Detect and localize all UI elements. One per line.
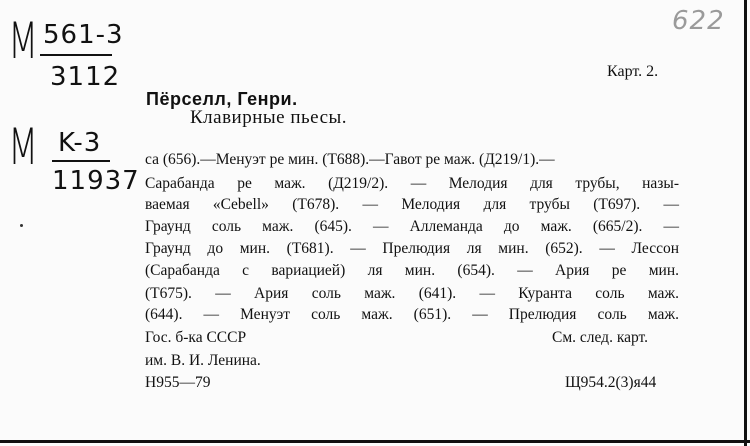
shelf-number-top: 561-3 <box>43 20 124 50</box>
pencil-mark: 622 <box>672 6 725 36</box>
shelf-letter-bottom: M <box>8 118 39 176</box>
shelf-letter-top: M <box>8 12 39 70</box>
shelf-sub-bottom: 11937 <box>52 166 140 196</box>
shelf-underline-bottom <box>52 160 110 162</box>
body-line: Сарабанда ре маж. (Д219/2). — Мелодия для трубы, назы- <box>145 175 679 192</box>
body-line: Граунд соль маж. (645). — Аллеманда до маж. (665/2). — <box>145 218 679 235</box>
body-line: Граунд до мин. (Т681). — Прелюдия ля мин. (652). — Лессон <box>145 240 679 257</box>
work-title: Клавирные пьесы. <box>190 107 348 128</box>
body-line: ваемая «Cebell» (Т678). — Мелодия для трубы (Т697). — <box>145 196 679 213</box>
body-line: (Сарабанда с вариацией) ля мин. (654). — Ария ре мин. <box>145 262 679 279</box>
classification-code: Щ954.2(3)я44 <box>565 374 657 391</box>
card-border-right <box>744 0 747 446</box>
shelf-number-bottom: K-3 <box>58 128 102 158</box>
card-number-label: Карт. 2. <box>607 63 659 80</box>
shelf-underline-top <box>40 54 112 56</box>
see-next-card: См. след. карт. <box>552 329 649 346</box>
stray-dot <box>20 224 23 227</box>
body-line: са (656).—Менуэт ре мин. (Т688).—Гавот ре маж. (Д219/1).— <box>145 151 555 168</box>
library-line-2: им. В. И. Ленина. <box>145 352 261 369</box>
library-line-1: Гос. б-ка СССР <box>145 329 247 346</box>
body-line: (644). — Менуэт соль маж. (651). — Прелюдия соль маж. <box>145 306 679 323</box>
author-heading: Пёрселл, Генри. <box>146 89 298 109</box>
catalog-code: Н955—79 <box>145 374 211 391</box>
card-border-bottom <box>0 440 750 443</box>
body-line: (Т675). — Ария соль маж. (641). — Куранта соль маж. <box>145 285 679 302</box>
shelf-sub-top: 3112 <box>50 62 121 92</box>
